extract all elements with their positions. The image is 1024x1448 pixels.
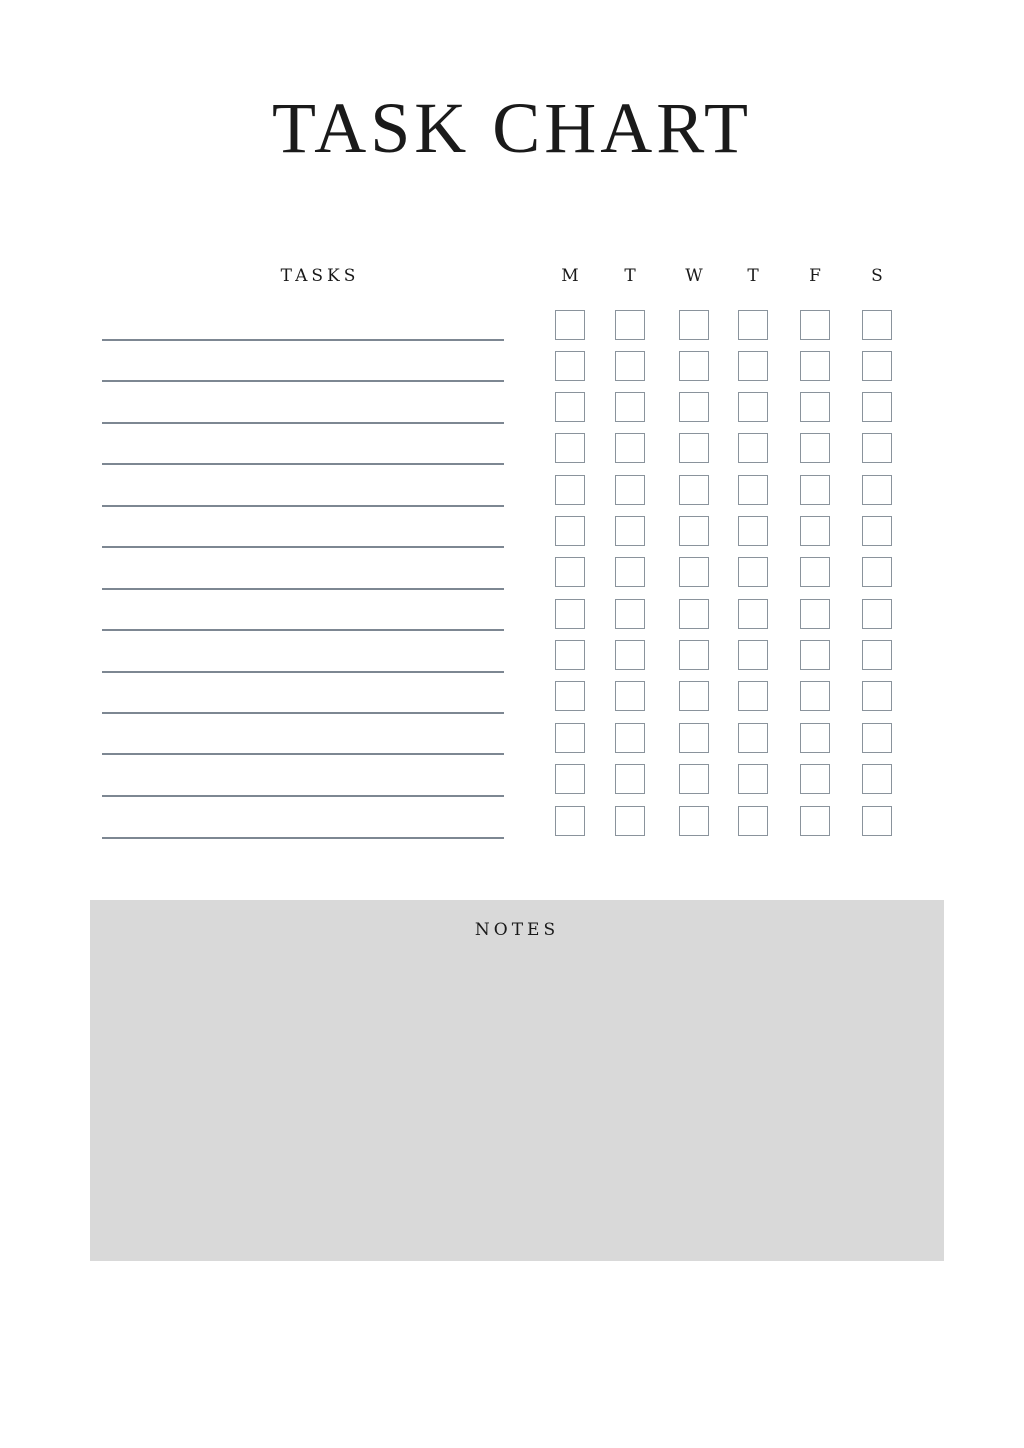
checkbox-row12-day6[interactable] xyxy=(862,764,892,794)
checkbox-row3-day3[interactable] xyxy=(679,392,709,422)
checkbox-row1-day6[interactable] xyxy=(862,310,892,340)
checkbox-row13-day4[interactable] xyxy=(738,806,768,836)
day-header-5: F xyxy=(809,266,821,286)
checkbox-row4-day2[interactable] xyxy=(615,433,645,463)
day-header-4: T xyxy=(747,266,759,286)
checkbox-row2-day3[interactable] xyxy=(679,351,709,381)
checkbox-row3-day1[interactable] xyxy=(555,392,585,422)
checkbox-row10-day5[interactable] xyxy=(800,681,830,711)
checkbox-row12-day2[interactable] xyxy=(615,764,645,794)
checkbox-row4-day4[interactable] xyxy=(738,433,768,463)
checkbox-row11-day1[interactable] xyxy=(555,723,585,753)
task-line-4[interactable] xyxy=(102,463,504,465)
checkbox-row5-day4[interactable] xyxy=(738,475,768,505)
day-header-1: M xyxy=(561,266,579,286)
checkbox-row6-day2[interactable] xyxy=(615,516,645,546)
checkbox-row9-day1[interactable] xyxy=(555,640,585,670)
checkbox-row4-day1[interactable] xyxy=(555,433,585,463)
checkbox-row11-day6[interactable] xyxy=(862,723,892,753)
checkbox-row12-day5[interactable] xyxy=(800,764,830,794)
checkbox-row1-day3[interactable] xyxy=(679,310,709,340)
page-title: TASK CHART xyxy=(272,88,752,168)
checkbox-row1-day1[interactable] xyxy=(555,310,585,340)
checkbox-row5-day5[interactable] xyxy=(800,475,830,505)
checkbox-row6-day5[interactable] xyxy=(800,516,830,546)
task-line-10[interactable] xyxy=(102,712,504,714)
checkbox-row4-day5[interactable] xyxy=(800,433,830,463)
day-header-2: T xyxy=(624,266,636,286)
checkbox-row2-day5[interactable] xyxy=(800,351,830,381)
checkbox-row11-day3[interactable] xyxy=(679,723,709,753)
checkbox-row8-day5[interactable] xyxy=(800,599,830,629)
checkbox-row2-day6[interactable] xyxy=(862,351,892,381)
task-line-11[interactable] xyxy=(102,753,504,755)
tasks-heading: TASKS xyxy=(280,266,360,286)
checkbox-row2-day2[interactable] xyxy=(615,351,645,381)
checkbox-row9-day6[interactable] xyxy=(862,640,892,670)
checkbox-row3-day6[interactable] xyxy=(862,392,892,422)
checkbox-row7-day1[interactable] xyxy=(555,557,585,587)
checkbox-row7-day5[interactable] xyxy=(800,557,830,587)
checkbox-row5-day6[interactable] xyxy=(862,475,892,505)
task-line-9[interactable] xyxy=(102,671,504,673)
checkbox-row8-day4[interactable] xyxy=(738,599,768,629)
checkbox-row3-day2[interactable] xyxy=(615,392,645,422)
task-line-12[interactable] xyxy=(102,795,504,797)
checkbox-row3-day5[interactable] xyxy=(800,392,830,422)
checkbox-row1-day2[interactable] xyxy=(615,310,645,340)
checkbox-row5-day1[interactable] xyxy=(555,475,585,505)
task-line-13[interactable] xyxy=(102,837,504,839)
checkbox-row5-day3[interactable] xyxy=(679,475,709,505)
checkbox-row9-day3[interactable] xyxy=(679,640,709,670)
notes-panel[interactable] xyxy=(90,900,944,1261)
checkbox-row1-day4[interactable] xyxy=(738,310,768,340)
checkbox-row9-day2[interactable] xyxy=(615,640,645,670)
checkbox-row7-day2[interactable] xyxy=(615,557,645,587)
checkbox-row11-day4[interactable] xyxy=(738,723,768,753)
checkbox-row4-day3[interactable] xyxy=(679,433,709,463)
task-line-5[interactable] xyxy=(102,505,504,507)
checkbox-row2-day4[interactable] xyxy=(738,351,768,381)
checkbox-row6-day3[interactable] xyxy=(679,516,709,546)
task-line-7[interactable] xyxy=(102,588,504,590)
task-line-3[interactable] xyxy=(102,422,504,424)
checkbox-row13-day5[interactable] xyxy=(800,806,830,836)
checkbox-row11-day2[interactable] xyxy=(615,723,645,753)
checkbox-row13-day2[interactable] xyxy=(615,806,645,836)
checkbox-row11-day5[interactable] xyxy=(800,723,830,753)
checkbox-row8-day1[interactable] xyxy=(555,599,585,629)
checkbox-row6-day1[interactable] xyxy=(555,516,585,546)
task-line-8[interactable] xyxy=(102,629,504,631)
checkbox-row13-day6[interactable] xyxy=(862,806,892,836)
checkbox-row7-day6[interactable] xyxy=(862,557,892,587)
task-line-6[interactable] xyxy=(102,546,504,548)
checkbox-row8-day6[interactable] xyxy=(862,599,892,629)
checkbox-row10-day1[interactable] xyxy=(555,681,585,711)
checkbox-row10-day3[interactable] xyxy=(679,681,709,711)
checkbox-row7-day4[interactable] xyxy=(738,557,768,587)
checkbox-row7-day3[interactable] xyxy=(679,557,709,587)
checkbox-row6-day6[interactable] xyxy=(862,516,892,546)
checkbox-row13-day1[interactable] xyxy=(555,806,585,836)
checkbox-row12-day4[interactable] xyxy=(738,764,768,794)
checkbox-row12-day1[interactable] xyxy=(555,764,585,794)
checkbox-row9-day5[interactable] xyxy=(800,640,830,670)
checkbox-row13-day3[interactable] xyxy=(679,806,709,836)
checkbox-row8-day2[interactable] xyxy=(615,599,645,629)
checkbox-row3-day4[interactable] xyxy=(738,392,768,422)
notes-heading: NOTES xyxy=(474,920,560,940)
day-header-3: W xyxy=(685,266,703,286)
checkbox-row2-day1[interactable] xyxy=(555,351,585,381)
checkbox-row5-day2[interactable] xyxy=(615,475,645,505)
checkbox-row8-day3[interactable] xyxy=(679,599,709,629)
checkbox-row1-day5[interactable] xyxy=(800,310,830,340)
checkbox-row10-day2[interactable] xyxy=(615,681,645,711)
checkbox-row10-day4[interactable] xyxy=(738,681,768,711)
checkbox-row9-day4[interactable] xyxy=(738,640,768,670)
checkbox-row12-day3[interactable] xyxy=(679,764,709,794)
checkbox-row4-day6[interactable] xyxy=(862,433,892,463)
task-line-2[interactable] xyxy=(102,380,504,382)
day-header-6: S xyxy=(871,266,883,286)
checkbox-row6-day4[interactable] xyxy=(738,516,768,546)
checkbox-row10-day6[interactable] xyxy=(862,681,892,711)
task-line-1[interactable] xyxy=(102,339,504,341)
